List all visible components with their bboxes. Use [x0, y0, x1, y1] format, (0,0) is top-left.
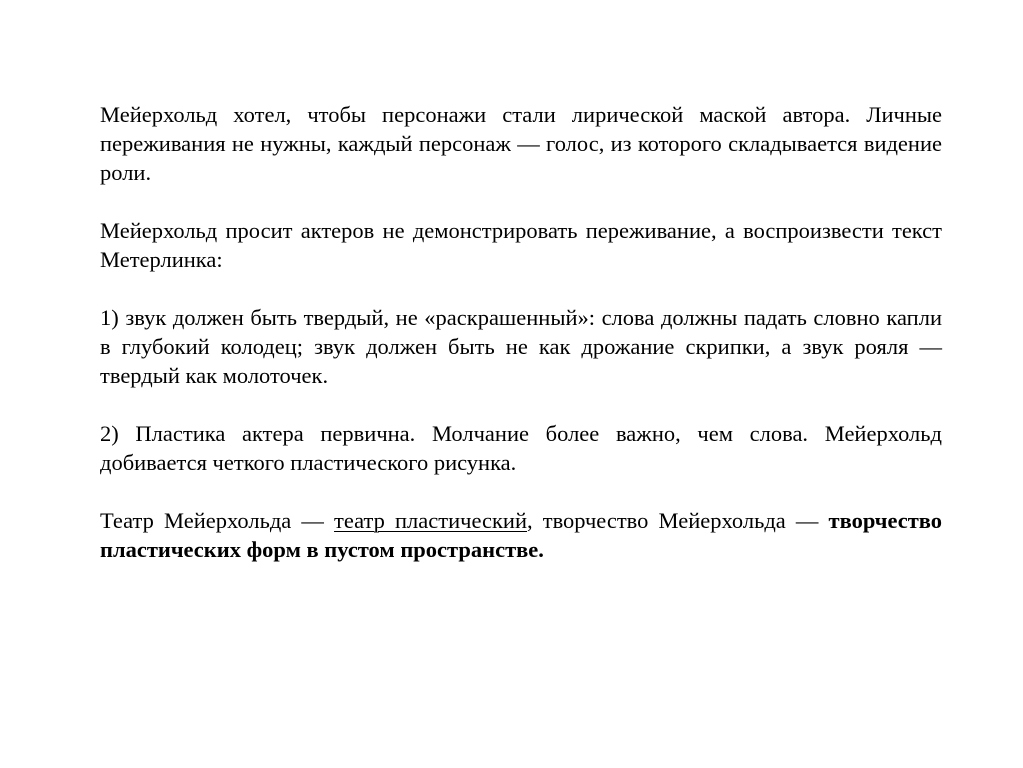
conclusion-middle-text: , творчество Мейерхольда —: [527, 508, 829, 533]
conclusion-lead-text: Театр Мейерхольда —: [100, 508, 335, 533]
paragraph-request: Мейерхольд просит актеров не демонстрировать переживание, а воспроизвести текст Метерлинка:: [100, 218, 942, 272]
paragraph-intro: Мейерхольд хотел, чтобы персонажи стали лирической маской автора. Личные переживания не нужны, каждый персонаж — голос, из которого складывается видение роли.: [100, 102, 942, 185]
slide-body: [100, 100, 942, 593]
paragraph-point-1: 1) звук должен быть твердый, не «раскрашенный»: слова должны падать словно капли в глубокий колодец; звук должен быть не как дрожание скрипки, а звук рояля — твердый как молоточек.: [100, 305, 942, 388]
paragraph-point-2: 2) Пластика актера первична. Молчание более важно, чем слова. Мейерхольд добивается четкого пластического рисунка.: [100, 421, 942, 475]
paragraph-conclusion: [100, 506, 942, 564]
conclusion-bold-text: творчество пластических форм в пустом пространстве.: [100, 508, 943, 562]
conclusion-underlined-text: театр пластический: [334, 508, 527, 533]
